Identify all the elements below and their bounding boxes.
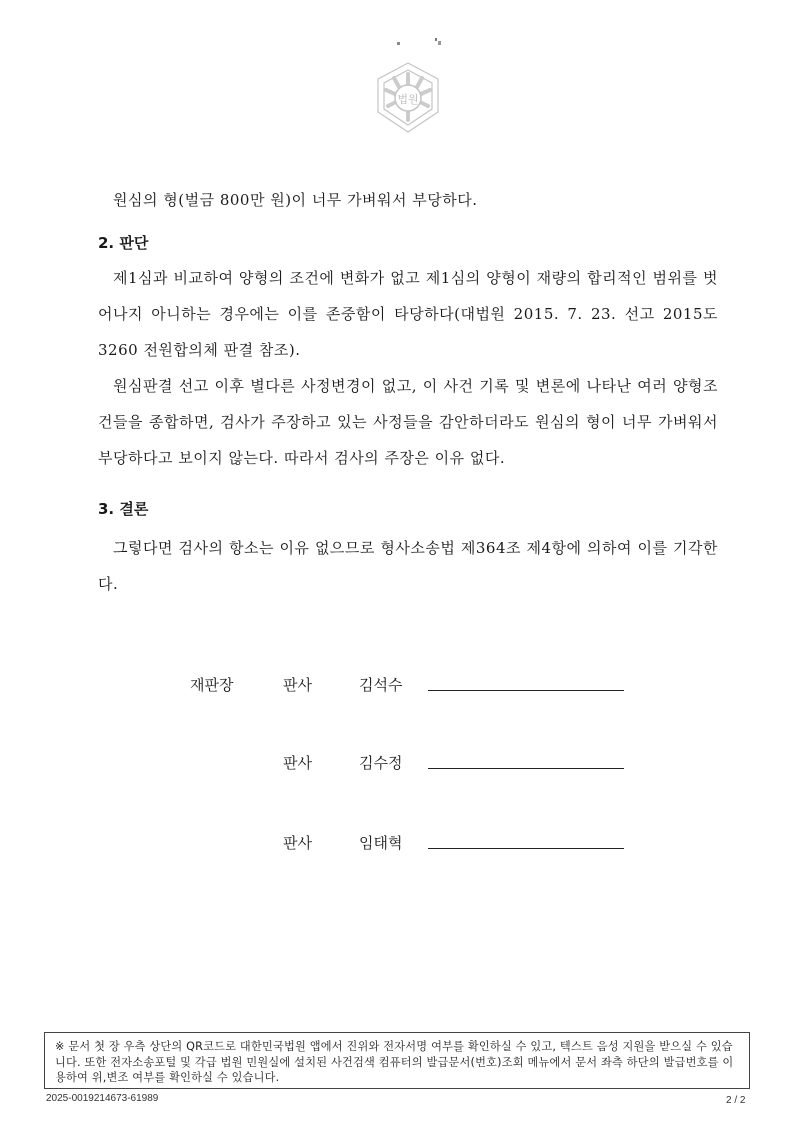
verification-notice-box: ※ 문서 첫 장 우측 상단의 QR코드로 대한민국법원 앱에서 진위와 전자서명 여부를 확인하실 수 있고, 텍스트 음성 지원을 받으실 수 있습니다. 또한 전자소송포털 및 각급 법원 민원실에 설치된 사건검색 컴퓨터의 발급문서(번호)조회 메뉴에서 문서 좌측 하단의 발급번호를 이용하여 위,변조 여부를 확인하실 수 있습니다. — [44, 1032, 750, 1089]
signature-line — [428, 768, 624, 769]
signature-row-judge — [0, 832, 800, 858]
section-heading-judgment: 2. 판단 — [98, 234, 149, 252]
signature-name: 김석수 — [359, 676, 403, 694]
paragraph-prosecution-claim: 원심의 형(벌금 800만 원)이 너무 가벼워서 부당하다. — [113, 191, 478, 209]
signature-name: 임태혁 — [359, 834, 403, 852]
section-heading-conclusion: 3. 결론 — [98, 500, 149, 518]
issuance-number: 2025-0019214673-61989 — [46, 1093, 159, 1104]
signature-title: 판사 — [283, 676, 312, 694]
signature-row-presiding-judge — [0, 674, 800, 700]
signature-row-judge — [0, 752, 800, 778]
paragraph-conclusion: 그렇다면 검사의 항소는 이유 없으므로 형사소송법 제364조 제4항에 의하여 이를 기각한다. — [98, 539, 718, 593]
paragraph-judgment-application: 원심판결 선고 이후 별다른 사정변경이 없고, 이 사건 기록 및 변론에 나타난 여러 양형조건들을 종합하면, 검사가 주장하고 있는 사정들을 감안하더라도 원심의 형이 너무 가벼워서 부당하다고 보이지 않는다. 따라서 검사의 주장은 이유 없다. — [98, 377, 718, 467]
court-seal-emblem — [370, 60, 446, 136]
signature-name: 김수정 — [359, 754, 403, 772]
paragraph-judgment-standard: 제1심과 비교하여 양형의 조건에 변화가 없고 제1심의 양형이 재량의 합리적인 범위를 벗어나지 아니하는 경우에는 이를 존중함이 타당하다(대법원 2015. 7. 23. 선고 2015도3260 전원합의체 판결 참조). — [98, 269, 718, 359]
page-number: 2 / 2 — [726, 1095, 746, 1106]
signature-title: 판사 — [283, 754, 312, 772]
seal-text: 법원 — [397, 93, 419, 106]
signature-title: 판사 — [283, 834, 312, 852]
signature-line — [428, 690, 624, 691]
signature-role: 재판장 — [190, 676, 234, 694]
signature-line — [428, 848, 624, 849]
scan-marks — [395, 36, 455, 50]
